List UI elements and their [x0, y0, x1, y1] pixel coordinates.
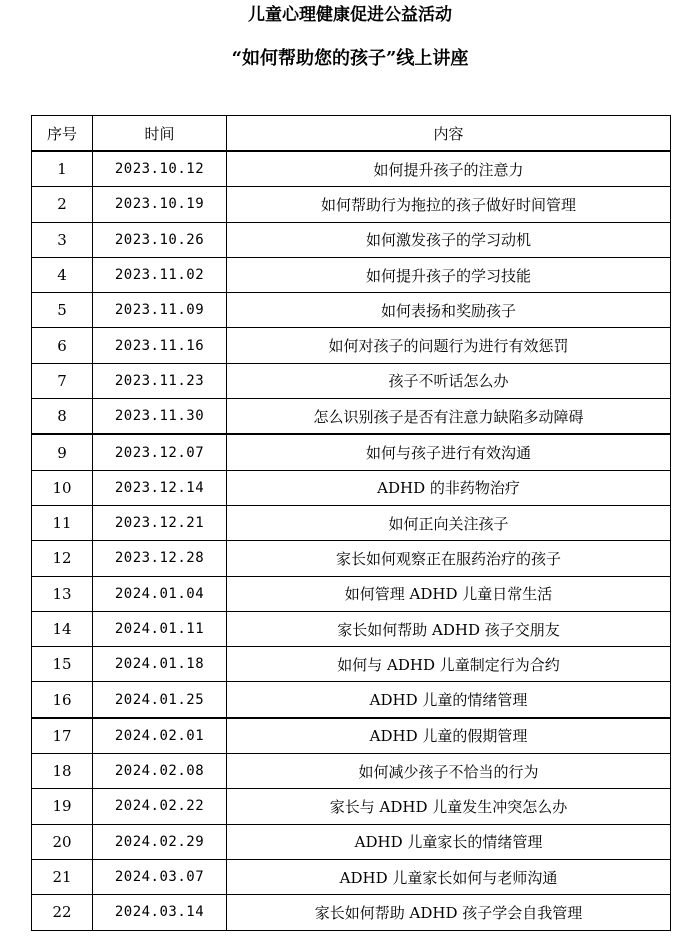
table-row — [32, 257, 671, 292]
cell-number: 10 — [32, 470, 93, 505]
cell-topic: 如何提升孩子的学习技能 — [227, 257, 671, 292]
cell-topic: 如何与孩子进行有效沟通 — [227, 434, 671, 470]
table-row — [32, 293, 671, 328]
cell-date: 2024.01.04 — [93, 576, 227, 611]
cell-number: 17 — [32, 718, 93, 754]
table-row — [32, 576, 671, 611]
table-row — [32, 328, 671, 363]
cell-date: 2024.03.14 — [93, 895, 227, 930]
table-row — [32, 611, 671, 646]
table-row — [32, 505, 671, 540]
table-row — [32, 399, 671, 435]
cell-date: 2024.02.22 — [93, 789, 227, 824]
cell-number: 12 — [32, 541, 93, 576]
cell-date: 2024.03.07 — [93, 859, 227, 894]
table-row — [32, 541, 671, 576]
cell-date: 2023.10.26 — [93, 222, 227, 257]
cell-number: 19 — [32, 789, 93, 824]
table-row — [32, 470, 671, 505]
cell-number: 15 — [32, 647, 93, 682]
table-row — [32, 187, 671, 222]
cell-topic: 如何减少孩子不恰当的行为 — [227, 754, 671, 789]
column-header-time: 时间 — [93, 116, 227, 152]
cell-topic: 孩子不听话怎么办 — [227, 363, 671, 398]
table-row — [32, 824, 671, 859]
cell-date: 2023.11.02 — [93, 257, 227, 292]
cell-number: 9 — [32, 434, 93, 470]
cell-date: 2024.01.25 — [93, 682, 227, 718]
cell-topic: ADHD 的非药物治疗 — [227, 470, 671, 505]
table-row — [32, 363, 671, 398]
table-body — [32, 151, 671, 930]
cell-date: 2023.10.19 — [93, 187, 227, 222]
table-row — [32, 895, 671, 930]
cell-number: 22 — [32, 895, 93, 930]
cell-number: 20 — [32, 824, 93, 859]
cell-number: 7 — [32, 363, 93, 398]
cell-topic: 如何管理 ADHD 儿童日常生活 — [227, 576, 671, 611]
table-row — [32, 754, 671, 789]
cell-number: 1 — [32, 151, 93, 187]
table-header — [32, 116, 671, 152]
cell-date: 2023.11.16 — [93, 328, 227, 363]
cell-topic: 家长如何帮助 ADHD 孩子交朋友 — [227, 611, 671, 646]
cell-date: 2023.12.07 — [93, 434, 227, 470]
cell-topic: 家长与 ADHD 儿童发生冲突怎么办 — [227, 789, 671, 824]
cell-date: 2024.02.08 — [93, 754, 227, 789]
cell-date: 2023.12.21 — [93, 505, 227, 540]
cell-topic: 如何表扬和奖励孩子 — [227, 293, 671, 328]
cell-topic: 怎么识别孩子是否有注意力缺陷多动障碍 — [227, 399, 671, 435]
table-row — [32, 434, 671, 470]
cell-date: 2023.12.14 — [93, 470, 227, 505]
cell-number: 16 — [32, 682, 93, 718]
cell-topic: 如何帮助行为拖拉的孩子做好时间管理 — [227, 187, 671, 222]
cell-date: 2024.01.11 — [93, 611, 227, 646]
cell-topic: 如何提升孩子的注意力 — [227, 151, 671, 187]
cell-date: 2023.12.28 — [93, 541, 227, 576]
cell-date: 2023.10.12 — [93, 151, 227, 187]
cell-date: 2023.11.09 — [93, 293, 227, 328]
cell-number: 18 — [32, 754, 93, 789]
cell-topic: 如何激发孩子的学习动机 — [227, 222, 671, 257]
table-row — [32, 647, 671, 682]
cell-topic: 家长如何帮助 ADHD 孩子学会自我管理 — [227, 895, 671, 930]
cell-date: 2023.11.30 — [93, 399, 227, 435]
cell-topic: ADHD 儿童家长如何与老师沟通 — [227, 859, 671, 894]
column-header-content: 内容 — [227, 116, 671, 152]
cell-number: 6 — [32, 328, 93, 363]
cell-topic: 如何对孩子的问题行为进行有效惩罚 — [227, 328, 671, 363]
cell-number: 21 — [32, 859, 93, 894]
table-row — [32, 718, 671, 754]
cell-date: 2024.01.18 — [93, 647, 227, 682]
cell-topic: 如何正向关注孩子 — [227, 505, 671, 540]
cell-number: 8 — [32, 399, 93, 435]
table-row — [32, 859, 671, 894]
cell-topic: 如何与 ADHD 儿童制定行为合约 — [227, 647, 671, 682]
header-row — [32, 116, 671, 152]
cell-topic: ADHD 儿童家长的情绪管理 — [227, 824, 671, 859]
cell-number: 2 — [32, 187, 93, 222]
cell-number: 11 — [32, 505, 93, 540]
cell-number: 3 — [32, 222, 93, 257]
cell-number: 14 — [32, 611, 93, 646]
document-title: 儿童心理健康促进公益活动 — [248, 5, 452, 25]
cell-date: 2024.02.29 — [93, 824, 227, 859]
column-header-number: 序号 — [32, 116, 93, 152]
table-row — [32, 789, 671, 824]
cell-number: 5 — [32, 293, 93, 328]
table-row — [32, 222, 671, 257]
cell-number: 4 — [32, 257, 93, 292]
cell-date: 2023.11.23 — [93, 363, 227, 398]
cell-topic: 家长如何观察正在服药治疗的孩子 — [227, 541, 671, 576]
cell-number: 13 — [32, 576, 93, 611]
cell-date: 2024.02.01 — [93, 718, 227, 754]
table-row — [32, 151, 671, 187]
cell-topic: ADHD 儿童的情绪管理 — [227, 682, 671, 718]
table-row — [32, 682, 671, 718]
lecture-schedule-table — [31, 115, 671, 931]
document-subtitle: “如何帮助您的孩子”线上讲座 — [231, 48, 469, 69]
cell-topic: ADHD 儿童的假期管理 — [227, 718, 671, 754]
